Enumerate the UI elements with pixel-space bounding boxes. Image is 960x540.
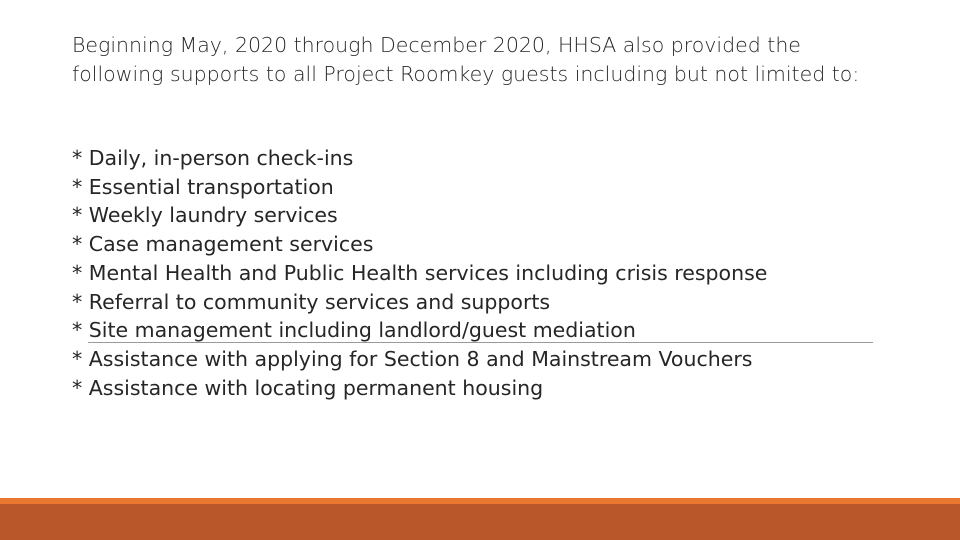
footer-bar [0, 498, 960, 540]
footer-bar-accent [0, 498, 960, 504]
list-item: * Weekly laundry services [72, 203, 338, 228]
divider-line [88, 342, 873, 343]
supports-list [72, 144, 892, 402]
list-item: * Assistance with locating permanent housing [72, 375, 544, 400]
list-item: * Daily, in-person check-ins [72, 146, 354, 170]
list-item: * Case management services [72, 232, 374, 257]
list-item: * Referral to community services and supports [72, 289, 551, 314]
list-item: * Site management including landlord/guest mediation [72, 318, 636, 343]
intro-paragraph: Beginning May, 2020 through December 2020, HHSA also provided the following supports to all Project Roomkey guests including but not limited to: [72, 33, 860, 86]
list-item: * Essential transportation [72, 174, 334, 199]
list-item: * Mental Health and Public Health services including crisis response [72, 260, 768, 285]
list-item: * Assistance with applying for Section 8 and Mainstream Vouchers [72, 346, 753, 371]
